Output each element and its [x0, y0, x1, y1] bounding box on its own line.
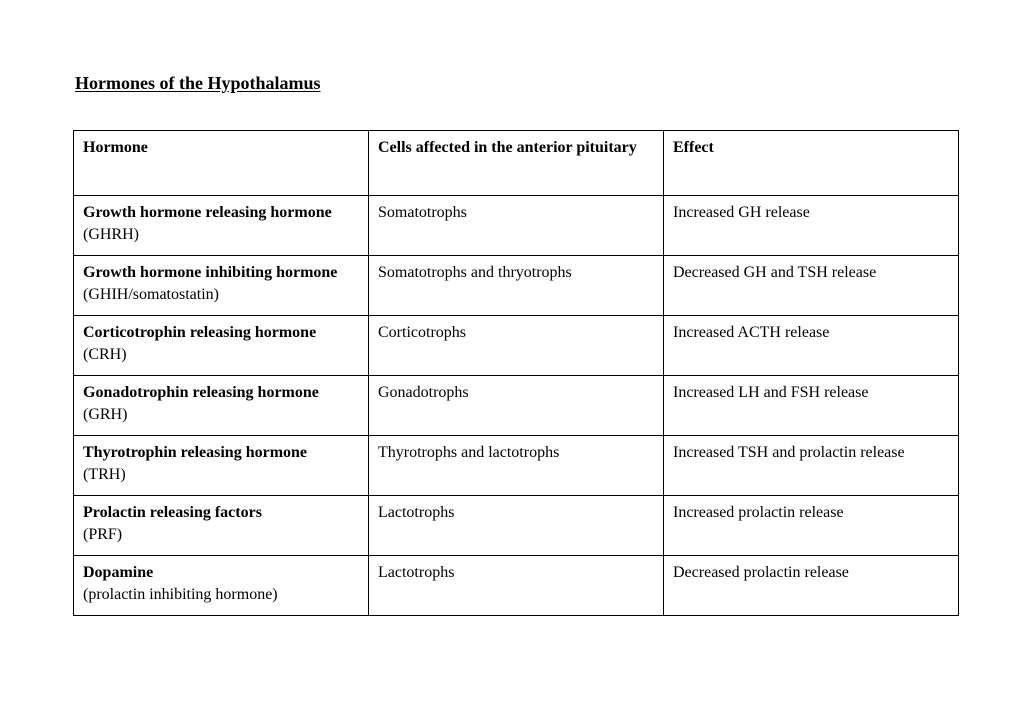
cells-affected-cell: Lactotrophs	[369, 556, 664, 616]
table-row	[74, 376, 959, 436]
hormone-abbreviation: (prolactin inhibiting hormone)	[83, 586, 278, 603]
hormone-abbreviation: (GRH)	[83, 406, 128, 423]
hormone-abbreviation: (GHIH/somatostatin)	[83, 286, 219, 303]
hormone-abbreviation: (PRF)	[83, 526, 123, 543]
table-row	[74, 436, 959, 496]
effect-cell: Decreased prolactin release	[664, 556, 959, 616]
table-row	[74, 556, 959, 616]
hormone-cell	[74, 316, 369, 376]
cells-affected-cell: Lactotrophs	[369, 496, 664, 556]
table-header-row	[74, 131, 959, 196]
effect-cell: Increased LH and FSH release	[664, 376, 959, 436]
cells-affected-cell: Gonadotrophs	[369, 376, 664, 436]
table-row	[74, 496, 959, 556]
hormone-name: Thyrotrophin releasing hormone	[83, 444, 308, 461]
hormone-name: Corticotrophin releasing hormone	[83, 324, 317, 341]
cells-affected-cell: Thyrotrophs and lactotrophs	[369, 436, 664, 496]
table-row	[74, 316, 959, 376]
hormone-cell	[74, 376, 369, 436]
hormone-cell	[74, 436, 369, 496]
header-cells-affected: Cells affected in the anterior pituitary	[369, 131, 664, 196]
page-title: Hormones of the Hypothalamus	[75, 73, 321, 93]
hormone-abbreviation: (GHRH)	[83, 226, 139, 243]
hormone-cell	[74, 496, 369, 556]
cells-affected-cell: Corticotrophs	[369, 316, 664, 376]
effect-cell: Increased TSH and prolactin release	[664, 436, 959, 496]
hormone-abbreviation: (TRH)	[83, 466, 126, 483]
cells-affected-cell: Somatotrophs and thryotrophs	[369, 256, 664, 316]
table-row	[74, 196, 959, 256]
table-row	[74, 256, 959, 316]
header-hormone: Hormone	[74, 131, 369, 196]
hormone-name: Growth hormone releasing hormone	[83, 204, 332, 221]
hormone-abbreviation: (CRH)	[83, 346, 127, 363]
hormone-name: Growth hormone inhibiting hormone	[83, 264, 338, 281]
effect-cell: Decreased GH and TSH release	[664, 256, 959, 316]
hormone-name: Dopamine	[83, 564, 154, 581]
effect-cell: Increased prolactin release	[664, 496, 959, 556]
cells-affected-cell: Somatotrophs	[369, 196, 664, 256]
hormone-cell	[74, 556, 369, 616]
hormone-cell	[74, 256, 369, 316]
hormone-cell	[74, 196, 369, 256]
hormone-name: Prolactin releasing factors	[83, 504, 262, 521]
effect-cell: Increased ACTH release	[664, 316, 959, 376]
header-effect: Effect	[664, 131, 959, 196]
hormone-table	[73, 130, 959, 616]
effect-cell: Increased GH release	[664, 196, 959, 256]
hormone-name: Gonadotrophin releasing hormone	[83, 384, 319, 401]
